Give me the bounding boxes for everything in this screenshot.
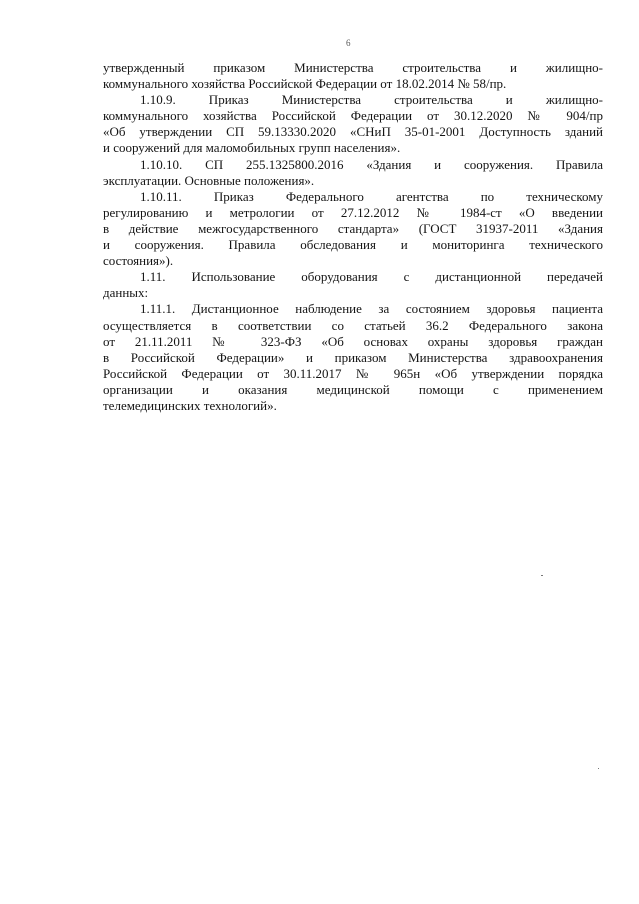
page-number: 6	[346, 38, 351, 48]
paragraph-1-10-9	[103, 92, 603, 156]
text-line: состояния»).	[103, 253, 174, 269]
paragraph-1-11-1	[103, 301, 603, 414]
text-line: данных:	[103, 285, 149, 301]
text-line: и сооружений для маломобильных групп населения».	[103, 140, 401, 156]
text-line: организации и оказания медицинской помощи с применением	[103, 381, 603, 397]
text-line: осуществляется в соответствии со статьей 36.2 Федерального закона	[103, 317, 603, 333]
text-line: 1.10.9. Приказ Министерства строительства и жилищно-	[140, 92, 603, 108]
scan-speck	[598, 768, 599, 769]
text-line: 1.10.11. Приказ Федерального агентства по техническому	[140, 188, 603, 204]
paragraph-1-11	[103, 269, 603, 301]
paragraph-1-10-11	[103, 189, 603, 269]
text-line: и сооружения. Правила обследования и мониторинга технического	[103, 237, 603, 253]
text-line: 1.11. Использование оборудования с дистанционной передачей	[140, 269, 603, 285]
text-line: «Об утверждении СП 59.13330.2020 «СНиП 35-01-2001 Доступность зданий	[103, 124, 603, 140]
document-body	[103, 60, 603, 414]
paragraph-1-10-10	[103, 157, 603, 189]
text-line: в Российской Федерации» и приказом Министерства здравоохранения	[103, 349, 603, 365]
scan-speck	[541, 575, 543, 576]
text-line: 1.10.10. СП 255.1325800.2016 «Здания и сооружения. Правила	[140, 156, 603, 172]
text-line: эксплуатации. Основные положения».	[103, 172, 315, 188]
text-line: от 21.11.2011 № 323-ФЗ «Об основах охраны здоровья граждан	[103, 333, 603, 349]
text-line: регулированию и метрологии от 27.12.2012 № 1984-ст «О введении	[103, 204, 603, 220]
text-line: коммунального хозяйства Российской Федерации от 18.02.2014 № 58/пр.	[103, 76, 507, 92]
text-line: коммунального хозяйства Российской Федерации от 30.12.2020 № 904/пр	[103, 108, 603, 124]
text-line: телемедицинских технологий».	[103, 397, 277, 413]
paragraph	[103, 60, 603, 92]
text-line: утвержденный приказом Министерства строительства и жилищно-	[103, 60, 603, 75]
text-line: 1.11.1. Дистанционное наблюдение за состоянием здоровья пациента	[140, 301, 603, 317]
text-line: в действие межгосударственного стандарта» (ГОСТ 31937-2011 «Здания	[103, 220, 603, 236]
text-line: Российской Федерации от 30.11.2017 № 965н «Об утверждении порядка	[103, 365, 603, 381]
